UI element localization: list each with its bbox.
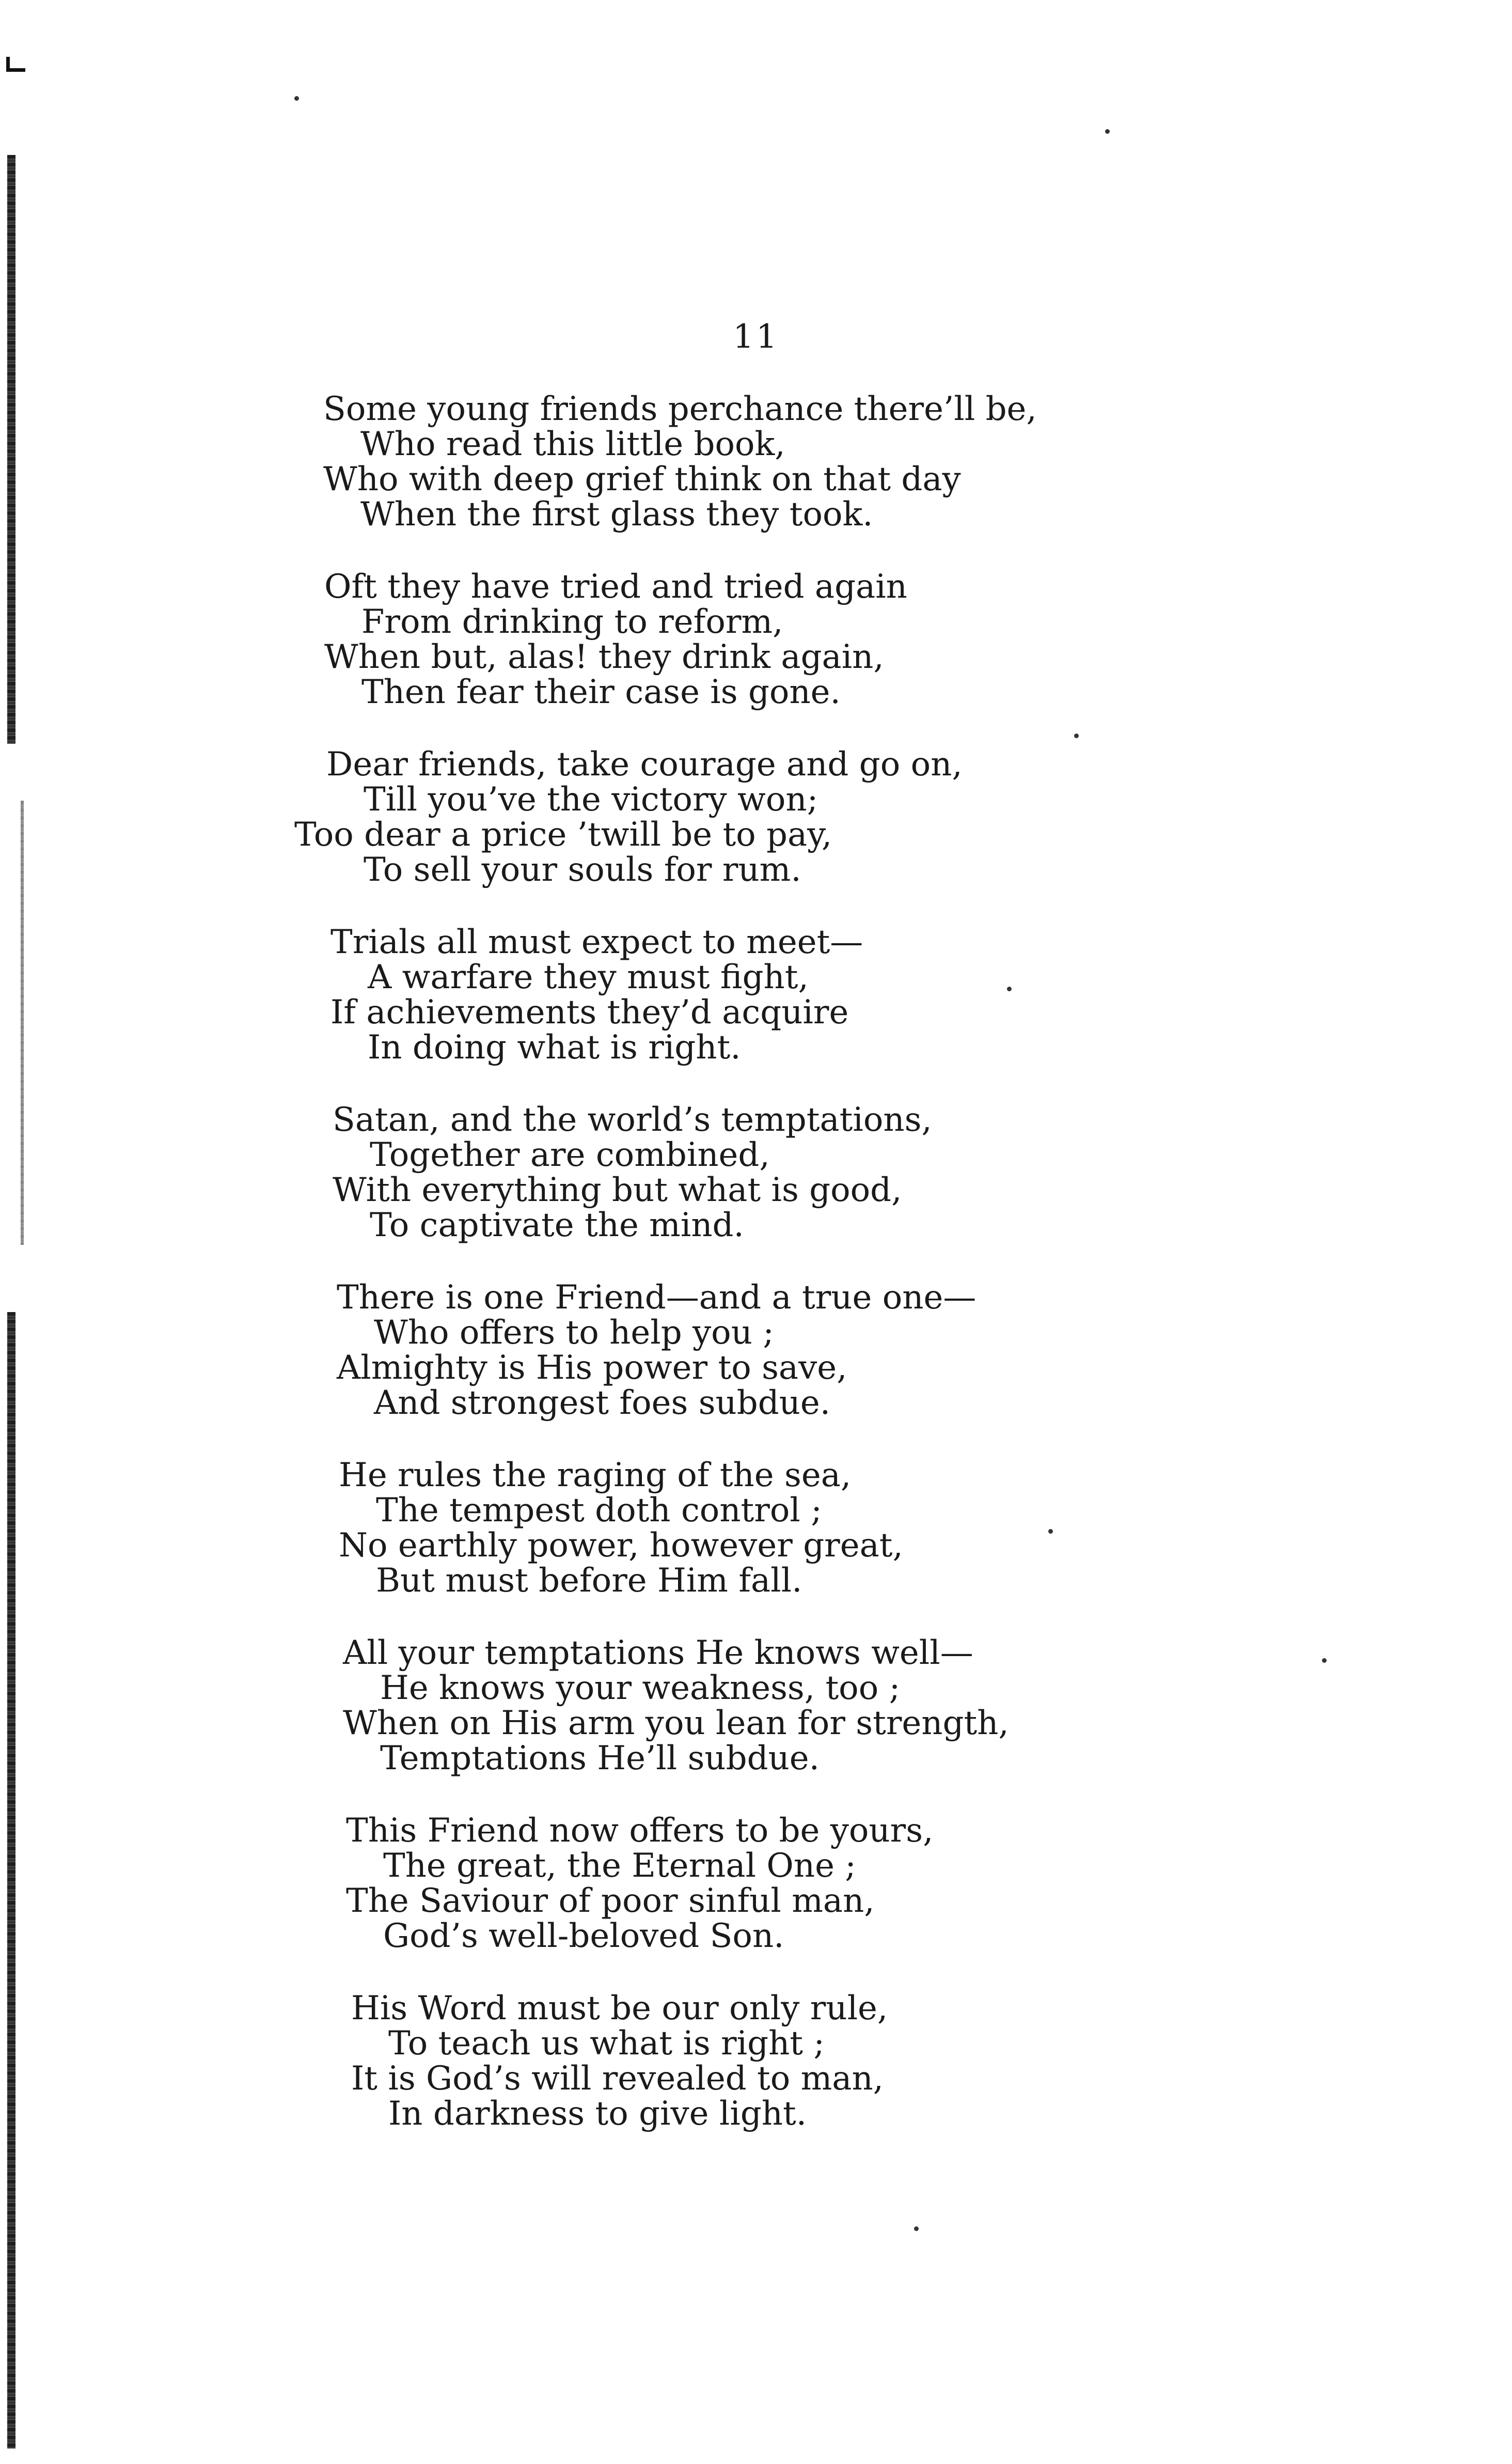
poem-line: There is one Friend—and a true one— [337,1278,976,1317]
poem-line: Together are combined, [370,1136,770,1174]
poem-line: His Word must be our only rule, [351,1989,888,2028]
poem-line: Oft they have tried and tried again [324,568,907,606]
stanza-10 [351,1991,1512,2131]
poem-line: Too dear a price ’twill be to pay, [294,816,832,854]
scan-speck [294,96,299,101]
poem-line: God’s well-beloved Son. [383,1917,784,1955]
poem-line: But must before Him fall. [376,1562,802,1600]
stanza-2 [324,569,1512,710]
poem-line: Who read this little book, [360,425,785,463]
stanza-1 [323,392,1512,532]
poem-line: Almighty is His power to save, [337,1349,847,1387]
poem-line: A warfare they must fight, [368,958,809,996]
poem-line: When but, alas! they drink again, [324,638,884,676]
poem-line: Then fear their case is gone. [361,673,841,711]
poem-line: The great, the Eternal One ; [383,1847,856,1885]
poem-line: Temptations He’ll subdue. [380,1739,820,1777]
poem-line: If achievements they’d acquire [330,993,849,1032]
poem-line: Till you’ve the victory won; [364,781,818,819]
stanza-3 [294,745,1512,889]
poem-line: And strongest foes subdue. [374,1384,831,1422]
poem-line: No earthly power, however great, [339,1526,903,1565]
poem-line: Some young friends perchance there’ll be, [323,390,1037,428]
stanza-5 [333,1102,1512,1243]
poem [0,392,1512,2169]
poem-line: When the first glass they took. [360,495,873,534]
poem-line: In doing what is right. [368,1028,741,1067]
corner-mark [6,57,25,72]
poem-line: To sell your souls for rum. [364,851,801,889]
stanza-7 [339,1458,1512,1598]
stanza-8 [343,1635,1512,1776]
poem-line: He knows your weakness, too ; [380,1669,901,1707]
poem-line: All your temptations He knows well— [343,1634,973,1672]
scan-speck [1105,129,1110,134]
stanza-9 [346,1813,1512,1954]
poem-line: The tempest doth control ; [376,1491,822,1530]
poem-line: The Saviour of poor sinful man, [346,1882,875,1920]
poem-line: To teach us what is right ; [388,2024,825,2063]
poem-line: Satan, and the world’s temptations, [333,1101,932,1139]
poem-line: This Friend now offers to be yours, [346,1812,934,1850]
poem-line: Trials all must expect to meet— [330,923,863,961]
scan-speck [914,2226,919,2231]
poem-line: When on His arm you lean for strength, [343,1704,1009,1742]
stanza-4 [330,925,1512,1065]
poem-line: To captivate the mind. [370,1206,744,1244]
stanza-6 [337,1280,1512,1421]
poem-line: Who offers to help you ; [374,1314,774,1352]
poem-line: From drinking to reform, [361,603,783,641]
poem-line: Dear friends, take courage and go on, [326,745,963,784]
poem-line: It is God’s will revealed to man, [351,2060,884,2098]
page-number: 11 [733,318,779,356]
poem-line: He rules the raging of the sea, [339,1456,852,1494]
poem-line: Who with deep grief think on that day [323,460,961,498]
poem-line: In darkness to give light. [388,2095,807,2133]
poem-line: With everything but what is good, [333,1171,902,1209]
